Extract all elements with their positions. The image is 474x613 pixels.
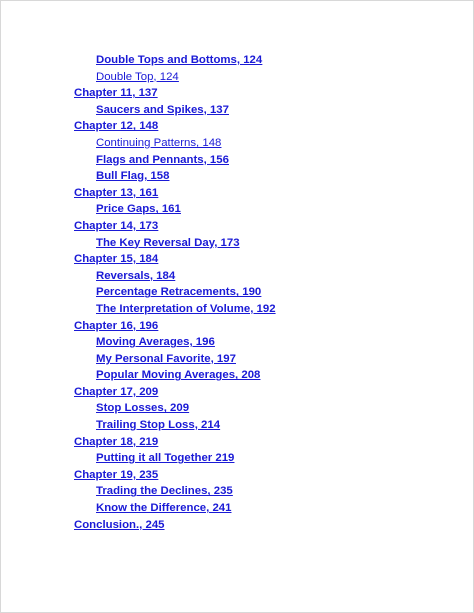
toc-link[interactable]: Chapter 15, 184 [74, 253, 159, 266]
toc-section-entry [0, 450, 474, 467]
toc-link[interactable]: Moving Averages, 196 [96, 336, 215, 349]
toc-link[interactable]: Chapter 19, 235 [74, 468, 159, 481]
toc-link[interactable]: The Key Reversal Day, 173 [96, 236, 240, 249]
toc-link[interactable]: Chapter 16, 196 [74, 319, 159, 332]
table-of-contents [0, 52, 474, 533]
toc-link[interactable]: Chapter 18, 219 [74, 435, 159, 448]
toc-section-entry [0, 201, 474, 218]
toc-link[interactable]: Conclusion., 245 [74, 518, 165, 531]
toc-link[interactable]: Flags and Pennants, 156 [96, 153, 229, 166]
toc-link[interactable]: Putting it all Together 219 [96, 452, 235, 465]
toc-link[interactable]: Chapter 13, 161 [74, 186, 159, 199]
toc-link[interactable]: My Personal Favorite, 197 [96, 352, 236, 365]
toc-section-entry [0, 268, 474, 285]
toc-section-entry [0, 168, 474, 185]
toc-link[interactable]: Reversals, 184 [96, 269, 176, 282]
toc-chapter-entry [0, 85, 474, 102]
toc-link[interactable]: Stop Losses, 209 [96, 402, 190, 415]
toc-section-entry [0, 135, 474, 152]
toc-section-entry [0, 235, 474, 252]
toc-section-entry [0, 500, 474, 517]
toc-chapter-entry [0, 467, 474, 484]
toc-link[interactable]: Trading the Declines, 235 [96, 485, 233, 498]
toc-link[interactable]: Popular Moving Averages, 208 [96, 369, 261, 382]
toc-section-entry [0, 483, 474, 500]
toc-link[interactable]: Double Tops and Bottoms, 124 [96, 54, 263, 66]
toc-section-entry [0, 102, 474, 119]
toc-link[interactable]: Trailing Stop Loss, 214 [96, 419, 221, 432]
toc-link[interactable]: Price Gaps, 161 [96, 203, 181, 216]
toc-section-entry [0, 284, 474, 301]
toc-link[interactable]: Chapter 12, 148 [74, 120, 159, 133]
toc-section-entry [0, 417, 474, 434]
toc-link[interactable]: Chapter 11, 137 [74, 87, 158, 100]
toc-link[interactable]: Chapter 17, 209 [74, 385, 159, 398]
toc-link[interactable]: Chapter 14, 173 [74, 219, 159, 232]
toc-chapter-entry [0, 517, 474, 534]
toc-chapter-entry [0, 218, 474, 235]
toc-chapter-entry [0, 185, 474, 202]
toc-section-entry [0, 69, 474, 86]
toc-chapter-entry [0, 384, 474, 401]
toc-link[interactable]: Know the Difference, 241 [96, 502, 232, 515]
toc-section-entry [0, 152, 474, 169]
toc-section-entry [0, 400, 474, 417]
toc-link[interactable]: Percentage Retracements, 190 [96, 286, 262, 299]
toc-section-entry [0, 351, 474, 368]
toc-link[interactable]: Continuing Patterns, 148 [96, 136, 222, 149]
toc-chapter-entry [0, 251, 474, 268]
toc-chapter-entry [0, 118, 474, 135]
toc-link[interactable]: Bull Flag, 158 [96, 170, 170, 183]
toc-chapter-entry [0, 318, 474, 335]
toc-link[interactable]: Saucers and Spikes, 137 [96, 103, 229, 116]
toc-section-entry [0, 301, 474, 318]
toc-link[interactable]: Double Top, 124 [96, 70, 179, 83]
toc-section-entry [0, 52, 474, 69]
toc-section-entry [0, 334, 474, 351]
toc-chapter-entry [0, 434, 474, 451]
toc-section-entry [0, 367, 474, 384]
toc-link[interactable]: The Interpretation of Volume, 192 [96, 302, 276, 315]
